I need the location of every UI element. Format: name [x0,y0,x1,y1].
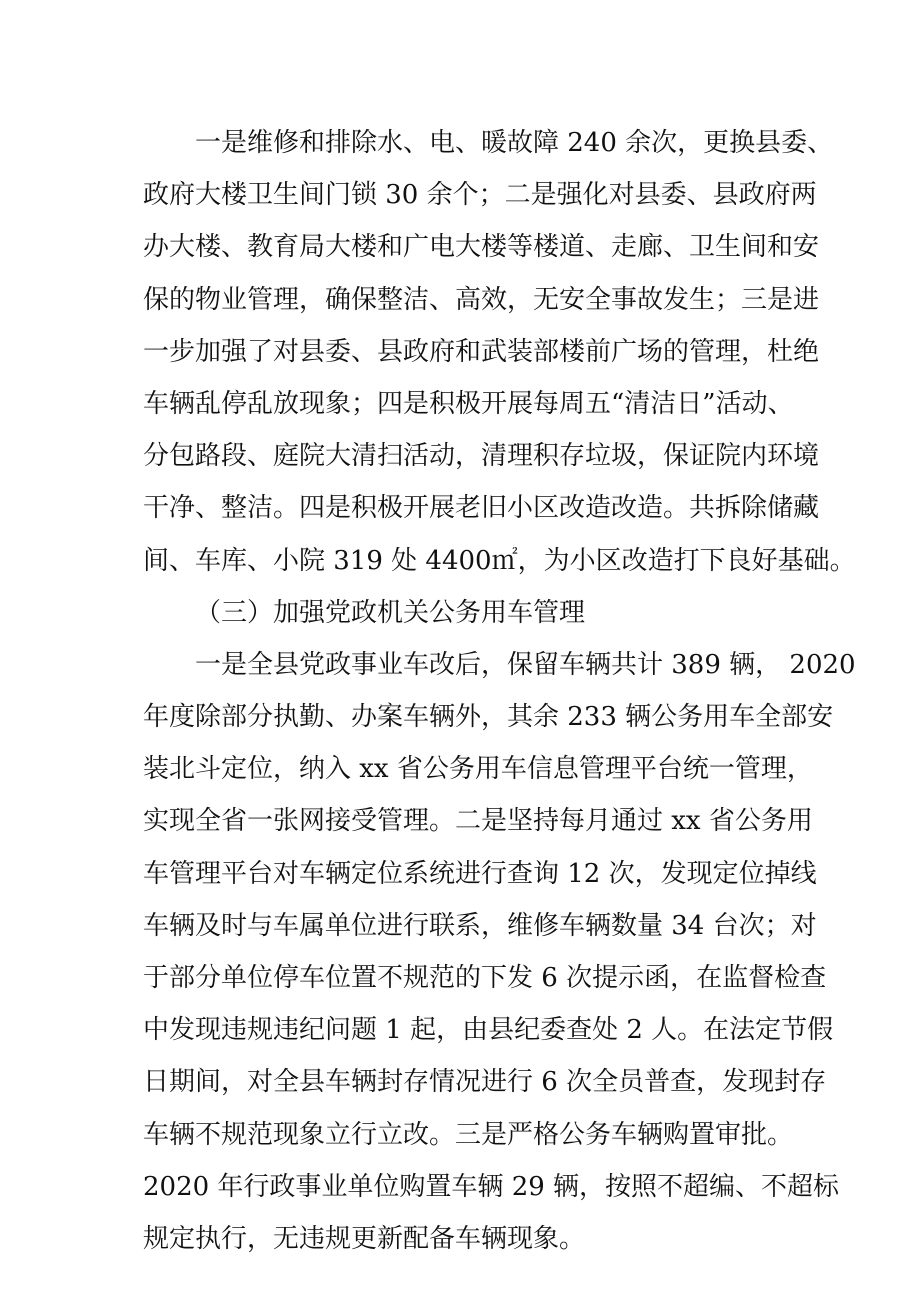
paragraph-line: 车辆及时与车属单位进行联系，维修车辆数量 34 台次；对 [143,910,817,941]
paragraph-line: 中发现违规违纪问题 1 起，由县纪委查处 2 人。在法定节假 [143,1015,834,1046]
paragraph-line: 于部分单位停车位置不规范的下发 6 次提示函，在监督检查 [143,963,827,993]
paragraph-line: 日期间，对全县车辆封存情况进行 6 次全员普查，发现封存 [143,1067,827,1098]
paragraph-line: 间、车库、小院 319 处 4400㎡，为小区改造打下良好基础。 [143,545,856,576]
paragraph-line: 干净、整洁。四是积极开展老旧小区改造改造。共拆除储藏 [143,493,820,524]
paragraph-line: 车辆不规范现象立行立改。三是严格公务车辆购置审批。 [143,1119,794,1150]
section-heading: （三）加强党政机关公务用车管理 [195,597,586,628]
paragraph-line: 保的物业管理，确保整洁、高效，无安全事故发生；三是进 [143,284,820,315]
paragraph-line: 车辆乱停乱放现象；四是积极开展每周五“清洁日”活动、 [143,388,794,419]
paragraph-line: 分包路段、庭院大清扫活动，清理积存垃圾，保证院内环境 [143,441,820,472]
paragraph-line: 办大楼、教育局大楼和广电大楼等楼道、走廊、卫生间和安 [143,232,820,263]
document-body [143,117,856,1265]
paragraph-line: 车管理平台对车辆定位系统进行查询 12 次，发现定位掉线 [143,858,817,889]
paragraph-line: 政府大楼卫生间门锁 30 余个；二是强化对县委、县政府两 [143,180,817,211]
paragraph-line: 装北斗定位，纳入 xx 省公务用车信息管理平台统一管理， [143,754,813,785]
paragraph-line: 一是全县党政事业车改后，保留车辆共计 389 辆， 2020 [195,649,856,680]
paragraph-line: 规定执行，无违规更新配备车辆现象。 [143,1223,586,1254]
paragraph-line: 一是维修和排除水、电、暖故障 240 余次，更换县委、 [195,128,834,158]
paragraph-line: 年度除部分执勤、办案车辆外，其余 233 辆公务用车全部安 [143,702,834,733]
paragraph-line: 实现全省一张网接受管理。二是坚持每月通过 xx 省公务用 [143,806,813,837]
paragraph-line: 2020 年行政事业单位购置车辆 29 辆，按照不超编、不超标 [143,1171,840,1202]
paragraph-line: 一步加强了对县委、县政府和武装部楼前广场的管理，杜绝 [143,336,820,367]
